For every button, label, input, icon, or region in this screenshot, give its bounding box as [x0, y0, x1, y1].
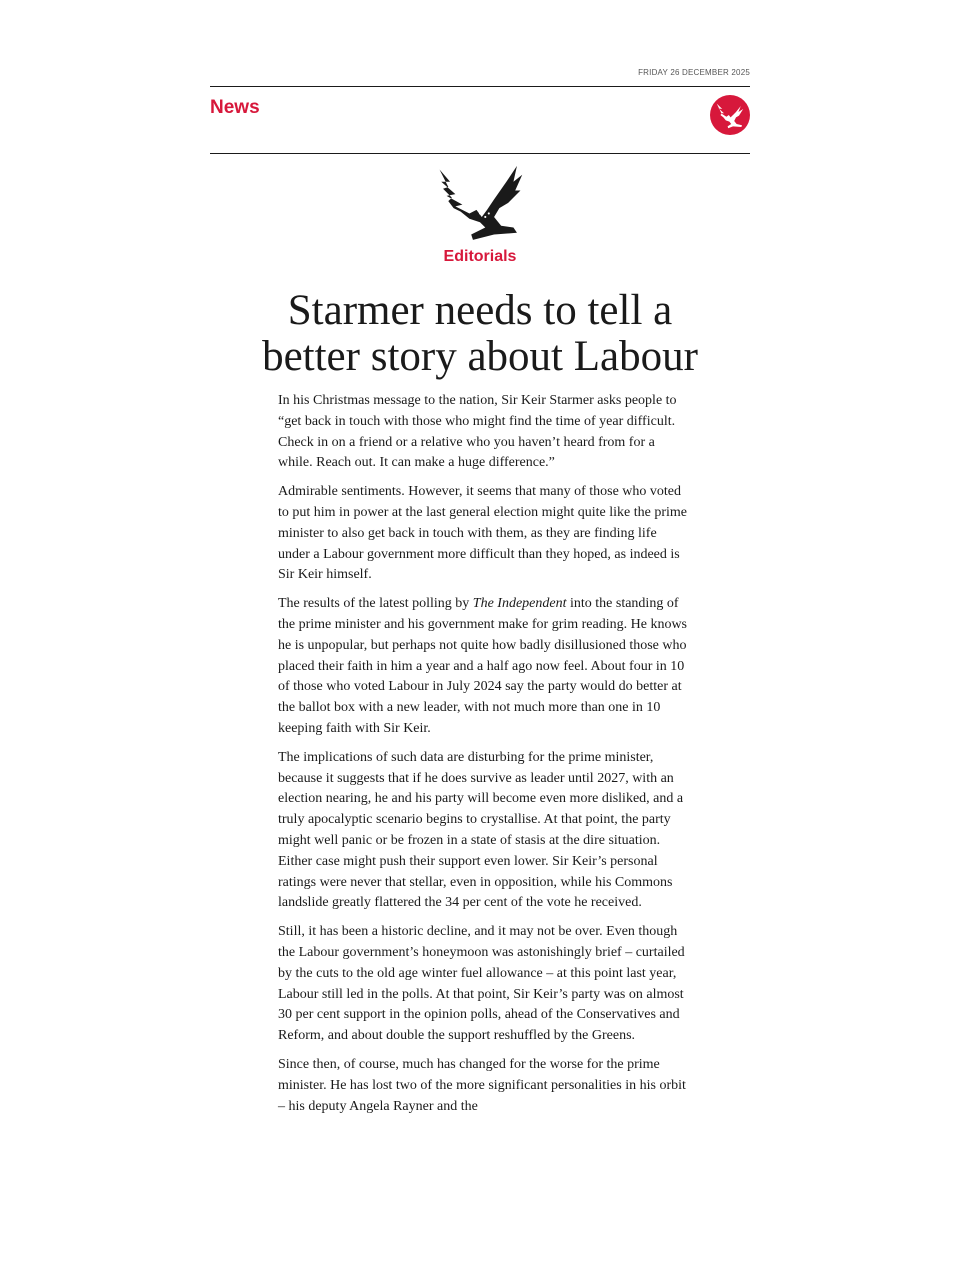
headline-line-1: Starmer needs to tell a [287, 287, 673, 334]
logo-badge[interactable] [710, 95, 750, 135]
paragraph-1: In his Christmas message to the nation, Sir Keir Starmer asks people to “get back in touch with those who might find the time of year difficult. Check in on a friend or a relative who you haven’t heard from for a while. Reach out. It can make a huge difference.” [278, 393, 677, 471]
section-label[interactable]: News [210, 97, 260, 118]
article-body [278, 391, 688, 1125]
paragraph-3-rest: into the standing of the prime minister and his government make for grim reading. He knows he is unpopular, but perhaps not quite how badly disillusioned those who placed their faith in him a year and a half ago now feel. About four in 10 of those who voted Labour in July 2024 say the party would do better at the ballot box with a new leader, with not much more than one in 10 keeping faith with Sir Keir. [278, 596, 688, 736]
paragraph-6: Since then, of course, much has changed for the worse for the prime minister. He has lost two of the more significant personalities in his orbit – his deputy Angela Rayner and the [278, 1056, 686, 1114]
headline-line-2: better story about Labour [262, 333, 698, 380]
paragraph-2: Admirable sentiments. However, it seems that many of those who voted to put him in power at the last general election might quite like the prime minister to also get back in touch with them, as they are finding life under a Labour government more difficult than they hoped, as indeed is Sir Keir himself. [278, 484, 688, 583]
eagle-icon [715, 100, 745, 130]
publication-name: The Independent [472, 596, 567, 612]
paragraph-3-lead: The results of the latest polling by [278, 596, 473, 612]
edition-date: FRIDAY 26 DECEMBER 2025 [638, 68, 750, 77]
paragraph-3 [278, 594, 688, 740]
header-rule-top [210, 86, 750, 87]
paragraph-4: The implications of such data are disturbing for the prime minister, because it suggests that if he does survive as leader until 2027, with an election nearing, he and his party will become even more disliked, and a truly apocalyptic scenario begins to crystallise. At that point, the party might well panic or be frozen in a state of stasis at the dire situation. Either case might push their support even lower. Sir Keir’s personal ratings were never that stellar, even in opposition, while his Commons landslide greatly flattered the 34 per cent of the vote he received. [278, 749, 684, 911]
header-rule-bottom [210, 153, 750, 154]
eagle-masthead-icon [436, 162, 524, 242]
headline [180, 288, 780, 380]
paragraph-5: Still, it has been a historic decline, and it may not be over. Even though the Labour government’s honeymoon was astonishingly brief – curtailed by the cuts to the old age winter fuel allowance – at this point last year, Labour still led in the polls. At that point, Sir Keir’s party was on almost 30 per cent support in the opinion polls, ahead of the Conservatives and Reform, and about double the support reshuffled by the Greens. [278, 924, 685, 1044]
kicker-editorials[interactable]: Editorials [443, 248, 517, 265]
